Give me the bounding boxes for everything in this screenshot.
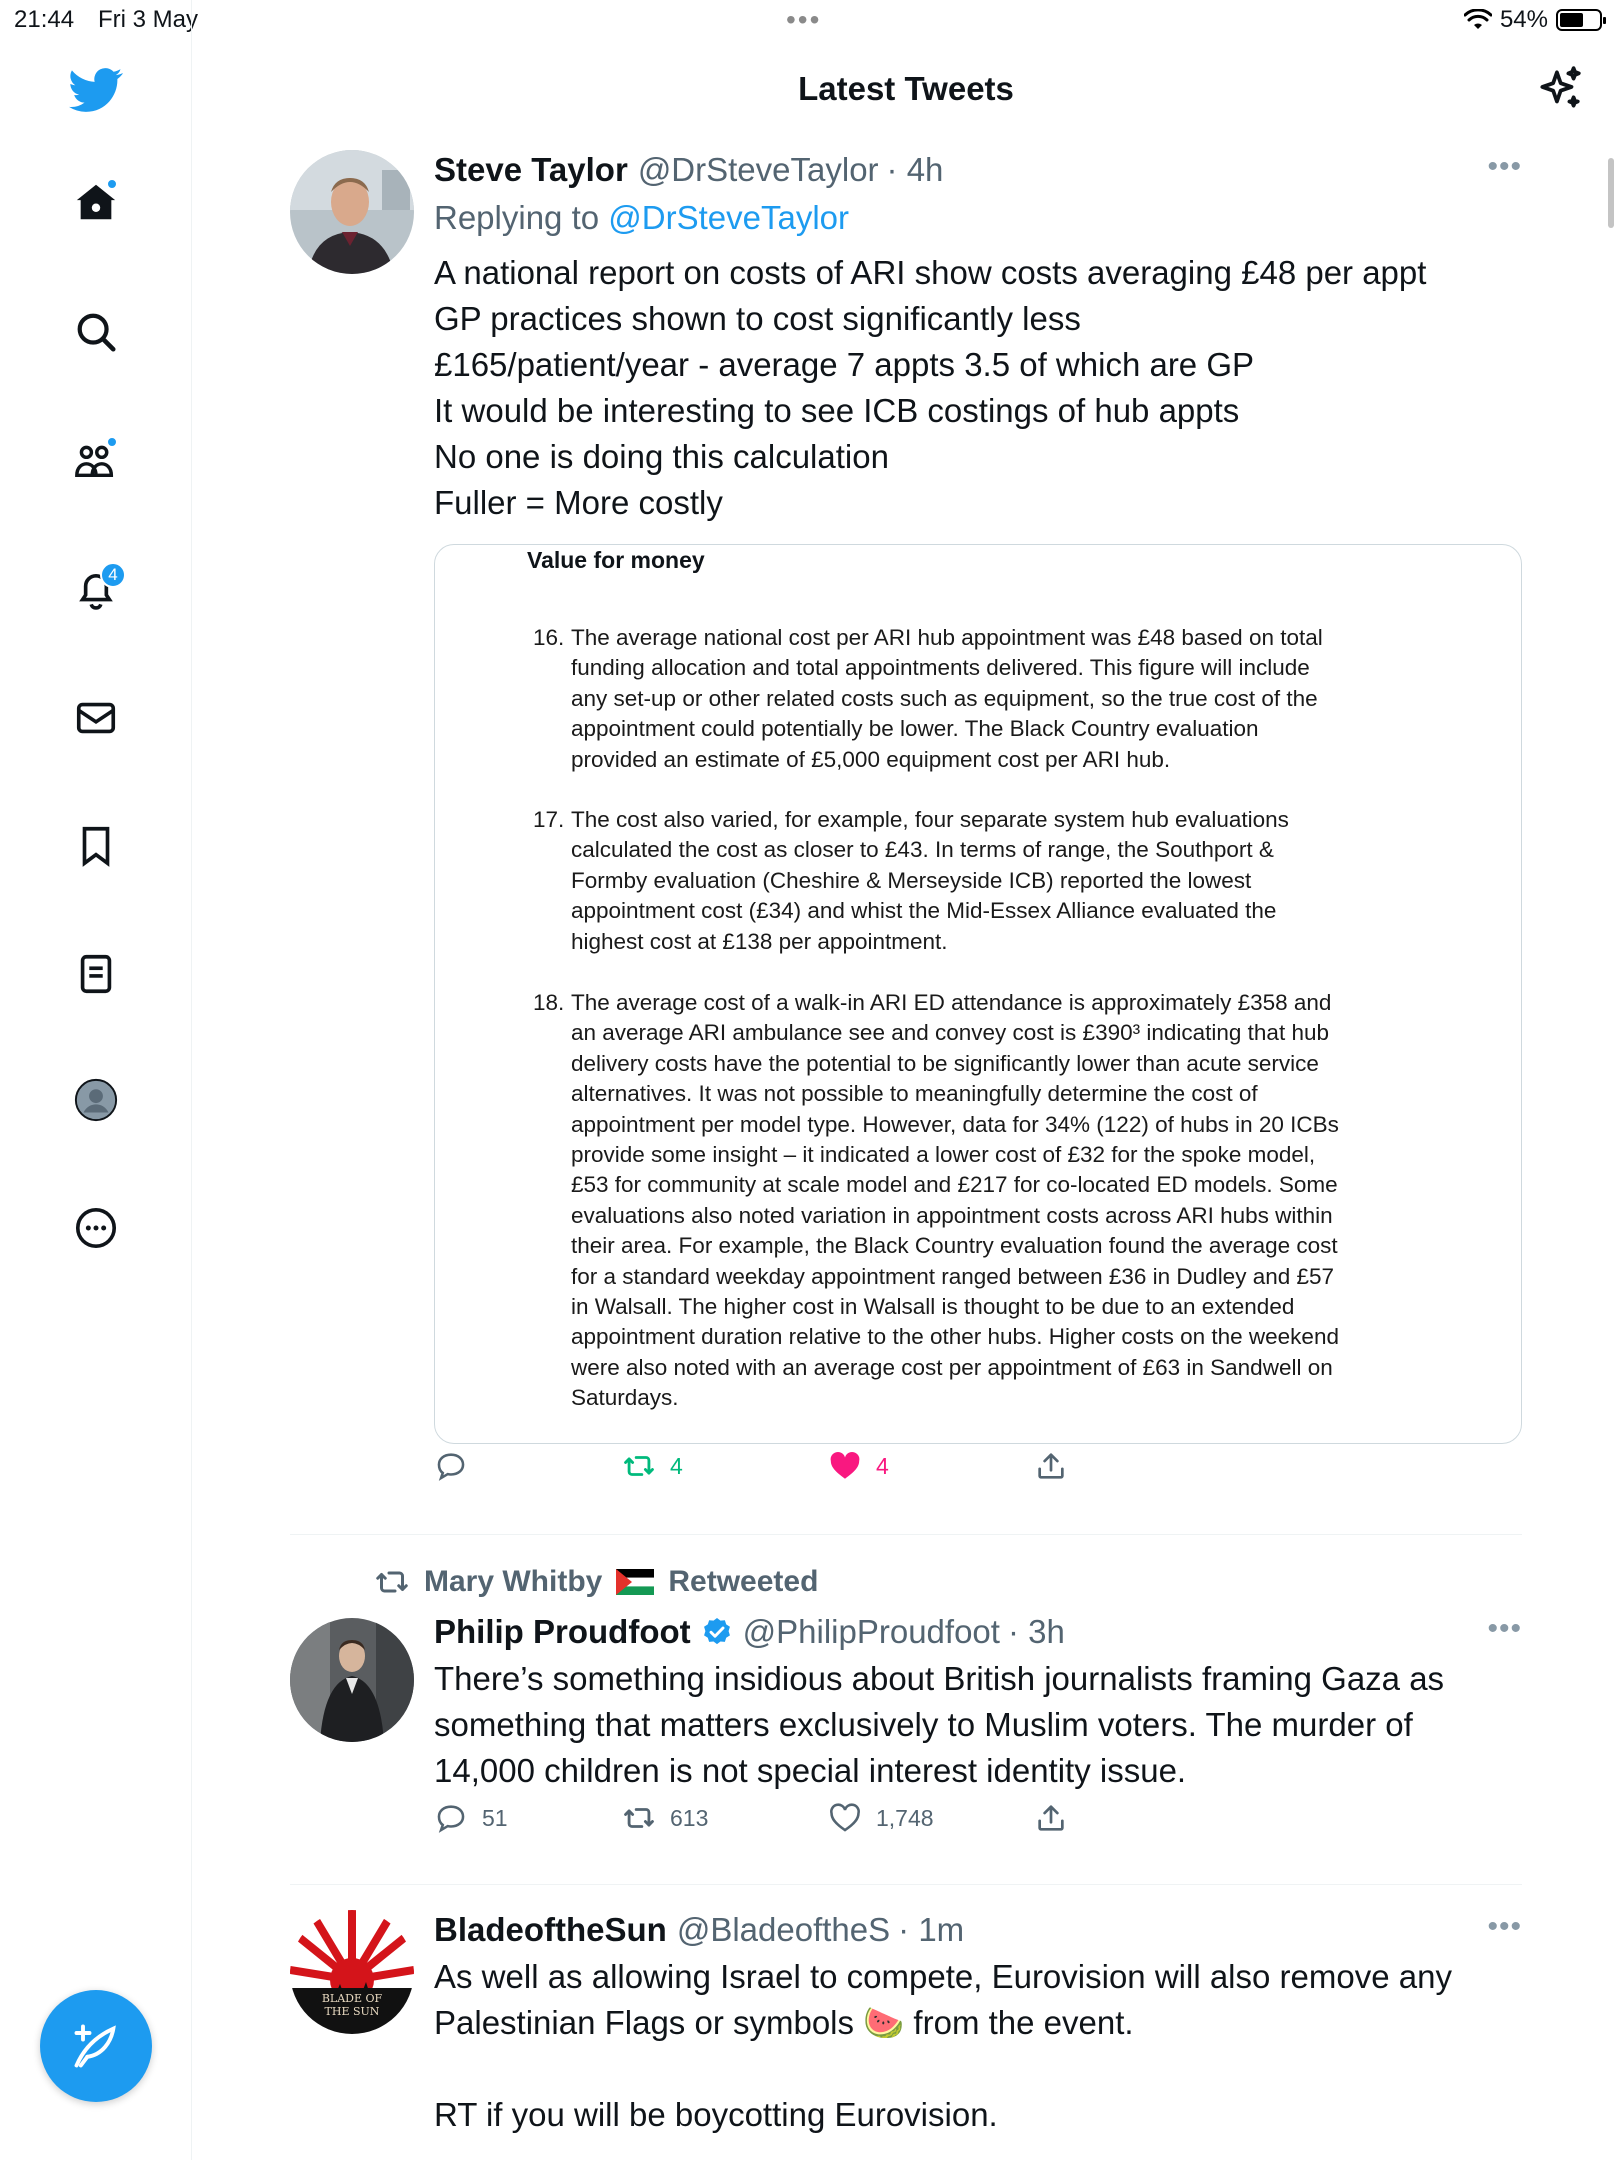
tweet-text-line: No one is doing this calculation	[434, 438, 889, 475]
doc-line: calculated the cost as closer to £43. In terms of range, the Southport &	[571, 837, 1274, 863]
share-button[interactable]	[1034, 1449, 1068, 1483]
doc-line: alternatives. It was not possible to meaningfully determine the cost of	[571, 1081, 1258, 1107]
tweet-text-line: Palestinian Flags or symbols 🍉 from the event.	[434, 2004, 1134, 2041]
more-options-icon[interactable]	[66, 1198, 126, 1258]
share-icon	[1034, 1801, 1068, 1835]
tweet-more-icon[interactable]: •••	[1487, 150, 1522, 183]
tweet-time: · 3h	[1007, 1613, 1065, 1650]
tweet-text-blank-line	[434, 2046, 1522, 2092]
tweet-text-line: GP practices shown to cost significantly less	[434, 300, 1081, 337]
tweet-text	[434, 1656, 1522, 1794]
tweet-text	[434, 1954, 1522, 2138]
twitter-logo-icon[interactable]	[66, 60, 126, 120]
author-handle[interactable]: @PhilipProudfoot	[742, 1613, 1000, 1650]
tweet-text-line: something that matters exclusively to Muslim voters. The murder of	[434, 1706, 1413, 1743]
status-date: Fri 3 May	[98, 6, 199, 33]
author-name[interactable]: BladeoftheSun	[434, 1911, 667, 1948]
tweet-text-line: A national report on costs of ARI show costs averaging £48 per appt	[434, 254, 1427, 291]
retweet-button[interactable]	[622, 1449, 683, 1483]
doc-line: The average national cost per ARI hub appointment was £48 based on total	[571, 625, 1323, 650]
like-button[interactable]	[828, 1801, 934, 1835]
doc-line: any set-up or other related costs such as equipment, so the true cost of the	[571, 685, 1318, 711]
retweet-count: 613	[670, 1804, 709, 1831]
paragraph-number: 18.	[533, 990, 565, 1015]
retweet-count: 4	[670, 1452, 683, 1479]
retweeted-label: Retweeted	[668, 1565, 819, 1598]
retweet-icon	[622, 1801, 656, 1835]
reply-button[interactable]	[434, 1801, 508, 1835]
communities-icon[interactable]	[66, 430, 126, 490]
tweet-text	[434, 250, 1522, 526]
tweet-text-line: There’s something insidious about British journalists framing Gaza as	[434, 1660, 1445, 1697]
replying-to-label: Replying to	[434, 199, 609, 236]
battery-percent: 54%	[1499, 6, 1548, 33]
doc-line: Saturdays.	[571, 1385, 679, 1411]
status-time: 21:44	[14, 6, 75, 33]
retweet-button[interactable]	[622, 1801, 708, 1835]
tweet-divider	[290, 1534, 1522, 1535]
tweet-time: · 4h	[886, 151, 944, 188]
wifi-icon	[1464, 9, 1492, 31]
tweet-text-line: It would be interesting to see ICB costings of hub appts	[434, 392, 1240, 429]
avatar-steve-taylor[interactable]	[290, 150, 414, 274]
tweet-time: · 1m	[898, 1911, 965, 1948]
doc-line: provided an estimate of £5,000 equipment cost per ARI hub.	[571, 746, 1171, 772]
communities-unread-dot	[106, 436, 118, 448]
avatar-logo-text: BLADE OF THE SUN	[321, 1992, 383, 2018]
doc-line: in Walsall. The higher cost in Walsall is thought to be due to an extended	[571, 1294, 1295, 1320]
reply-icon	[434, 1449, 468, 1483]
tweet-text-line: 14,000 children is not special interest identity issue.	[434, 1752, 1187, 1789]
paragraph-number: 16.	[533, 625, 565, 650]
status-right	[1464, 6, 1602, 34]
like-button[interactable]	[828, 1449, 889, 1483]
battery-icon	[1556, 9, 1602, 31]
page-title: Latest Tweets	[798, 70, 1014, 107]
author-name[interactable]: Philip Proudfoot	[434, 1613, 691, 1650]
status-bar	[0, 0, 1620, 40]
doc-line: Formby evaluation (Cheshire & Merseyside ICB) reported the lowest	[571, 867, 1252, 893]
doc-line: The cost also varied, for example, four separate system hub evaluations	[571, 807, 1289, 832]
replying-to	[434, 194, 1522, 242]
compose-feather-icon	[70, 2020, 122, 2072]
document-heading: Value for money	[527, 547, 705, 573]
doc-line: provide some insight – it indicated a lower cost of £32 for the spoke model,	[571, 1142, 1316, 1168]
share-button[interactable]	[1034, 1801, 1068, 1835]
like-count: 4	[876, 1452, 889, 1479]
tweet-text-line: £165/patient/year - average 7 appts 3.5 of which are GP	[434, 346, 1255, 383]
retweeted-by-row	[374, 1564, 818, 1600]
reply-icon	[434, 1801, 468, 1835]
verified-badge-icon	[701, 1616, 733, 1648]
tweet-2-body	[434, 1612, 1522, 1794]
like-count: 1,748	[876, 1804, 934, 1831]
doc-line: delivery costs have the potential to be significantly lower than acute service	[571, 1050, 1319, 1076]
author-handle[interactable]: @DrSteveTaylor	[637, 151, 879, 188]
tweet-divider	[290, 1884, 1522, 1885]
document-paragraph-17	[533, 805, 1461, 957]
tweet-text-line: RT if you will be boycotting Eurovision.	[434, 2096, 998, 2133]
reply-button[interactable]	[434, 1449, 468, 1483]
compose-tweet-button[interactable]	[40, 1990, 152, 2102]
doc-line: The average cost of a walk-in ARI ED attendance is approximately £358 and	[571, 990, 1332, 1015]
share-icon	[1034, 1449, 1068, 1483]
tweet-3-header	[434, 1910, 1522, 1950]
avatar-philip-proudfoot[interactable]	[290, 1618, 414, 1742]
doc-line: appointment duration relative to the other hubs. Higher costs on the weekend	[571, 1324, 1339, 1350]
doc-line: an average ARI ambulance see and convey cost is £390³ indicating that hub	[571, 1020, 1329, 1046]
messages-envelope-icon[interactable]	[66, 688, 126, 748]
notifications-bell-icon[interactable]	[66, 560, 126, 620]
profile-avatar-icon[interactable]	[66, 1070, 126, 1130]
doc-line: appointment cost (£34) and whist the Mid-Essex Alliance evaluated the	[571, 898, 1277, 924]
doc-line: appointment per model type. However, data for 34% (122) of hubs in 20 ICBs	[571, 1111, 1339, 1137]
tweet-image-document[interactable]	[434, 544, 1522, 1444]
retweet-icon	[622, 1449, 656, 1483]
tweet-text-line: As well as allowing Israel to compete, Eurovision will also remove any	[434, 1958, 1452, 1995]
retweeter-name[interactable]: Mary Whitby	[424, 1565, 603, 1598]
tweet-text-line: Fuller = More costly	[434, 484, 723, 521]
palestine-flag-emoji	[616, 1569, 654, 1595]
notification-count-badge: 4	[100, 562, 126, 588]
home-icon[interactable]	[66, 172, 126, 232]
tweet-3-body	[434, 1910, 1522, 2138]
avatar-bladeofthesun[interactable]	[290, 1910, 414, 2034]
replying-to-handle[interactable]: @DrSteveTaylor	[608, 199, 849, 236]
author-name[interactable]: Steve Taylor	[434, 151, 628, 188]
tweet-1-header	[434, 150, 1522, 190]
tweet-more-icon[interactable]: •••	[1487, 1910, 1522, 1943]
heart-filled-icon	[828, 1449, 862, 1483]
tweet-1-body	[434, 150, 1522, 1444]
doc-line: were also noted with an average cost per appointment of £63 in Sandwell on	[571, 1354, 1333, 1380]
retweet-indicator-icon	[374, 1564, 410, 1600]
reply-count: 51	[482, 1804, 508, 1831]
heart-outline-icon	[828, 1801, 862, 1835]
document-paragraph-16	[533, 623, 1461, 775]
sidebar	[0, 0, 192, 2160]
author-handle[interactable]: @BladeoftheS	[676, 1911, 891, 1948]
doc-line: funding allocation and total appointments delivered. This figure will include	[571, 655, 1310, 681]
doc-line: £53 for community at scale model and £217 for co-located ED models. Some	[571, 1172, 1338, 1198]
paragraph-number: 17.	[533, 807, 565, 832]
home-unread-dot	[106, 178, 118, 190]
doc-line: highest cost at £138 per appointment.	[571, 928, 948, 954]
scrollbar-thumb[interactable]	[1608, 158, 1614, 228]
doc-line: evaluations also noted variation in appointment costs across ARI hubs within	[571, 1202, 1333, 1228]
tweet-2-header	[434, 1612, 1522, 1652]
doc-line: for a standard weekday appointment ranged between £36 in Dudley and £57	[571, 1263, 1335, 1289]
doc-line: their area. For example, the Black Country evaluation found the average cost	[571, 1233, 1338, 1259]
document-paragraph-18	[533, 988, 1461, 1414]
tweet-more-icon[interactable]: •••	[1487, 1612, 1522, 1645]
lists-icon[interactable]	[66, 944, 126, 1004]
sparkle-timeline-icon[interactable]	[1534, 64, 1584, 114]
doc-line: appointment could potentially be lower. The Black Country evaluation	[571, 716, 1259, 742]
multitasking-dots[interactable]: •••	[786, 4, 822, 35]
search-icon[interactable]	[66, 302, 126, 362]
bookmarks-icon[interactable]	[66, 816, 126, 876]
